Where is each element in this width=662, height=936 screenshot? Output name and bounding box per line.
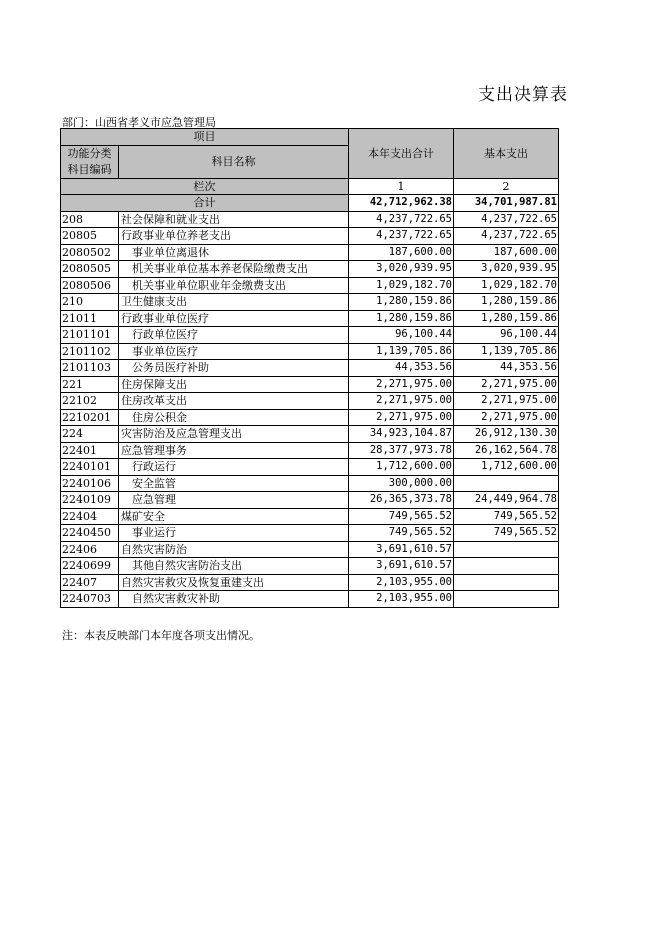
header-row-numbers <box>61 178 559 195</box>
table-row <box>61 277 559 294</box>
row-name: 行政运行 <box>119 459 349 476</box>
table-row <box>61 426 559 443</box>
row-basic: 4,237,722.65 <box>454 211 559 228</box>
table-row <box>61 409 559 426</box>
row-name: 住房保障支出 <box>119 376 349 393</box>
row-basic: 1,139,705.86 <box>454 343 559 360</box>
row-total: 4,237,722.65 <box>349 211 454 228</box>
row-code: 2240106 <box>61 475 119 492</box>
row-code: 2240109 <box>61 492 119 509</box>
row-basic <box>454 574 559 591</box>
row-basic <box>454 558 559 575</box>
table-row <box>61 475 559 492</box>
row-name: 煤矿安全 <box>119 508 349 525</box>
footnote: 注：本表反映部门本年度各项支出情况。 <box>62 629 260 642</box>
row-basic: 749,565.52 <box>454 525 559 542</box>
table-row <box>61 459 559 476</box>
row-code: 22401 <box>61 442 119 459</box>
row-basic: 96,100.44 <box>454 327 559 344</box>
row-code: 2240101 <box>61 459 119 476</box>
row-total: 2,271,975.00 <box>349 409 454 426</box>
table-row <box>61 525 559 542</box>
header-code-line2: 科目编码 <box>67 162 112 176</box>
table-body <box>61 129 559 608</box>
row-name: 事业单位医疗 <box>119 343 349 360</box>
row-name: 事业运行 <box>119 525 349 542</box>
row-basic: 1,029,182.70 <box>454 277 559 294</box>
row-total: 3,691,610.57 <box>349 541 454 558</box>
row-total: 96,100.44 <box>349 327 454 344</box>
row-basic: 1,712,600.00 <box>454 459 559 476</box>
row-code: 21011 <box>61 310 119 327</box>
sum-basic: 34,701,987.81 <box>454 195 559 212</box>
table-row <box>61 310 559 327</box>
row-code: 22102 <box>61 393 119 410</box>
report-title: 支出决算表 <box>478 85 568 105</box>
row-name: 行政事业单位医疗 <box>119 310 349 327</box>
row-name: 公务员医疗补助 <box>119 360 349 377</box>
row-code: 221 <box>61 376 119 393</box>
row-total: 34,923,104.87 <box>349 426 454 443</box>
row-name: 自然灾害救灾补助 <box>119 591 349 608</box>
row-total: 1,139,705.86 <box>349 343 454 360</box>
row-name: 住房公积金 <box>119 409 349 426</box>
row-total: 44,353.56 <box>349 360 454 377</box>
row-total: 2,103,955.00 <box>349 591 454 608</box>
row-name: 机关事业单位职业年金缴费支出 <box>119 277 349 294</box>
row-name: 安全监管 <box>119 475 349 492</box>
row-code: 2080505 <box>61 261 119 278</box>
row-total: 28,377,973.78 <box>349 442 454 459</box>
row-total: 1,280,159.86 <box>349 294 454 311</box>
table-row <box>61 228 559 245</box>
row-basic: 26,162,564.78 <box>454 442 559 459</box>
row-total: 1,029,182.70 <box>349 277 454 294</box>
row-basic <box>454 475 559 492</box>
row-code: 210 <box>61 294 119 311</box>
table-row <box>61 343 559 360</box>
row-total: 3,691,610.57 <box>349 558 454 575</box>
row-total: 2,271,975.00 <box>349 393 454 410</box>
table-row <box>61 393 559 410</box>
row-total: 300,000.00 <box>349 475 454 492</box>
table-row <box>61 211 559 228</box>
row-basic: 26,912,130.30 <box>454 426 559 443</box>
table-row <box>61 541 559 558</box>
row-name: 行政事业单位养老支出 <box>119 228 349 245</box>
row-code: 2240450 <box>61 525 119 542</box>
row-code: 224 <box>61 426 119 443</box>
header-row-item <box>61 129 559 146</box>
row-basic: 3,020,939.95 <box>454 261 559 278</box>
row-basic: 4,237,722.65 <box>454 228 559 245</box>
row-code: 208 <box>61 211 119 228</box>
row-total: 187,600.00 <box>349 244 454 261</box>
row-basic: 2,271,975.00 <box>454 409 559 426</box>
table-row <box>61 294 559 311</box>
row-total: 2,271,975.00 <box>349 376 454 393</box>
row-code: 2101103 <box>61 360 119 377</box>
row-code: 22404 <box>61 508 119 525</box>
row-code: 2080506 <box>61 277 119 294</box>
table-row <box>61 508 559 525</box>
row-name: 灾害防治及应急管理支出 <box>119 426 349 443</box>
table-row <box>61 574 559 591</box>
header-code-line1: 功能分类 <box>67 146 112 160</box>
row-name: 机关事业单位基本养老保险缴费支出 <box>119 261 349 278</box>
header-basic-col: 基本支出 <box>454 129 559 179</box>
header-col2-no: 2 <box>454 178 559 195</box>
row-basic: 1,280,159.86 <box>454 294 559 311</box>
header-row-label: 栏次 <box>61 178 349 195</box>
row-name: 其他自然灾害防治支出 <box>119 558 349 575</box>
row-name: 住房改革支出 <box>119 393 349 410</box>
table-row <box>61 591 559 608</box>
header-code <box>61 145 119 178</box>
table-row <box>61 558 559 575</box>
expenditure-table <box>60 128 559 608</box>
row-code: 22407 <box>61 574 119 591</box>
row-basic: 749,565.52 <box>454 508 559 525</box>
row-code: 22406 <box>61 541 119 558</box>
row-name: 事业单位离退休 <box>119 244 349 261</box>
row-total: 3,020,939.95 <box>349 261 454 278</box>
header-col1-no: 1 <box>349 178 454 195</box>
row-code: 2101102 <box>61 343 119 360</box>
department-label: 部门：山西省孝义市应急管理局 <box>62 116 216 129</box>
row-name: 社会保障和就业支出 <box>119 211 349 228</box>
row-code: 20805 <box>61 228 119 245</box>
row-name: 自然灾害救灾及恢复重建支出 <box>119 574 349 591</box>
row-basic: 2,271,975.00 <box>454 393 559 410</box>
row-basic <box>454 541 559 558</box>
table-row <box>61 327 559 344</box>
row-total: 26,365,373.78 <box>349 492 454 509</box>
row-basic: 187,600.00 <box>454 244 559 261</box>
table-row <box>61 492 559 509</box>
row-total: 1,280,159.86 <box>349 310 454 327</box>
sum-label: 合计 <box>61 195 349 212</box>
row-basic: 2,271,975.00 <box>454 376 559 393</box>
row-total: 1,712,600.00 <box>349 459 454 476</box>
sum-row <box>61 195 559 212</box>
row-basic: 24,449,964.78 <box>454 492 559 509</box>
table-row <box>61 376 559 393</box>
row-total: 2,103,955.00 <box>349 574 454 591</box>
header-subject-name: 科目名称 <box>119 145 349 178</box>
row-code: 2240703 <box>61 591 119 608</box>
table-row <box>61 360 559 377</box>
table-row <box>61 442 559 459</box>
row-basic: 1,280,159.86 <box>454 310 559 327</box>
row-basic <box>454 591 559 608</box>
header-total-col: 本年支出合计 <box>349 129 454 179</box>
row-total: 4,237,722.65 <box>349 228 454 245</box>
row-name: 应急管理 <box>119 492 349 509</box>
row-name: 卫生健康支出 <box>119 294 349 311</box>
row-basic: 44,353.56 <box>454 360 559 377</box>
row-name: 行政单位医疗 <box>119 327 349 344</box>
row-code: 2080502 <box>61 244 119 261</box>
row-total: 749,565.52 <box>349 508 454 525</box>
table-row <box>61 244 559 261</box>
row-code: 2210201 <box>61 409 119 426</box>
sum-total: 42,712,962.38 <box>349 195 454 212</box>
row-code: 2240699 <box>61 558 119 575</box>
row-code: 2101101 <box>61 327 119 344</box>
row-name: 自然灾害防治 <box>119 541 349 558</box>
table-row <box>61 261 559 278</box>
row-total: 749,565.52 <box>349 525 454 542</box>
row-name: 应急管理事务 <box>119 442 349 459</box>
header-item: 项目 <box>61 129 349 146</box>
